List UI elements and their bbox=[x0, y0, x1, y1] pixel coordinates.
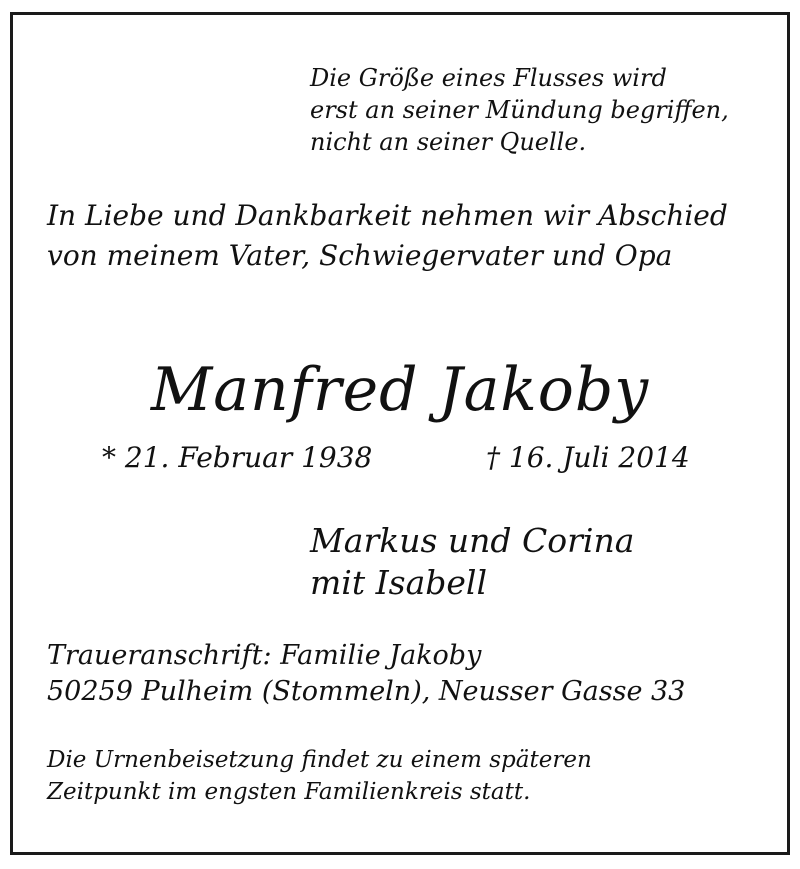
deceased-name: Manfred Jakoby bbox=[150, 355, 650, 425]
address-line: Traueranschrift: Familie Jakoby bbox=[47, 640, 482, 671]
family-line: Markus und Corina bbox=[310, 521, 635, 560]
address-line: 50259 Pulheim (Stommeln), Neusser Gasse 33 bbox=[47, 676, 686, 707]
quote-line: Die Größe eines Flusses wird bbox=[310, 64, 667, 92]
family-names bbox=[310, 520, 634, 604]
burial-notice bbox=[47, 744, 592, 808]
farewell-text bbox=[47, 196, 728, 276]
burial-line: Zeitpunkt im engsten Familienkreis statt. bbox=[47, 779, 531, 805]
quote-block bbox=[310, 62, 729, 158]
farewell-line: von meinem Vater, Schwiegervater und Opa bbox=[47, 239, 673, 272]
quote-line: erst an seiner Mündung begriffen, bbox=[310, 96, 729, 124]
mourning-address bbox=[47, 638, 685, 710]
family-line: mit Isabell bbox=[310, 563, 488, 602]
burial-line: Die Urnenbeisetzung findet zu einem späteren bbox=[47, 747, 592, 773]
birth-date: * 21. Februar 1938 bbox=[102, 441, 373, 474]
death-date: † 16. Juli 2014 bbox=[486, 441, 690, 474]
farewell-line: In Liebe und Dankbarkeit nehmen wir Abschied bbox=[47, 199, 728, 232]
quote-line: nicht an seiner Quelle. bbox=[310, 128, 587, 156]
